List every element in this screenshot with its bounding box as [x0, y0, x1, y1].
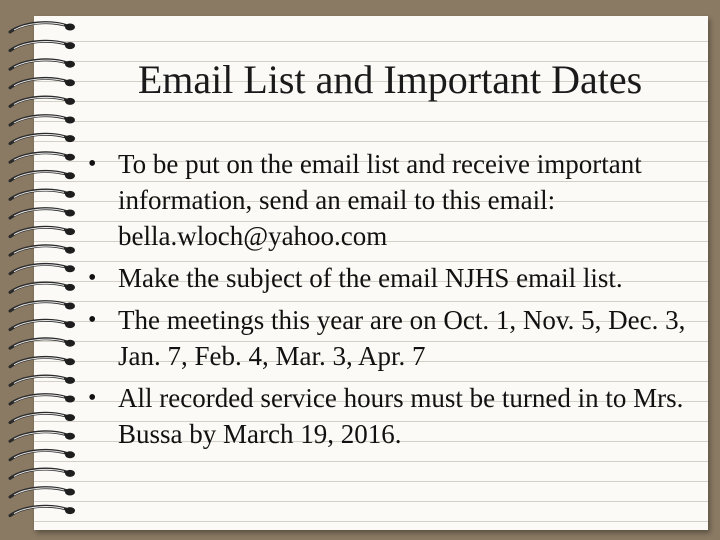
bullet-item — [86, 260, 686, 296]
bullet-list — [86, 146, 686, 458]
spiral-ring — [10, 376, 75, 385]
spiral-ring — [10, 190, 75, 199]
spiral-ring — [10, 134, 75, 143]
spiral-ring — [10, 506, 75, 515]
spiral-ring — [10, 283, 75, 292]
bullet-item — [86, 302, 686, 374]
spiral-ring — [10, 171, 75, 180]
spiral-ring — [10, 488, 75, 497]
spiral-ring — [10, 227, 75, 236]
slide-title: Email List and Important Dates — [137, 57, 643, 102]
spiral-ring — [10, 432, 75, 441]
spiral-ring — [10, 413, 75, 422]
spiral-ring — [10, 302, 75, 311]
bullet-text: The meetings this year are on Oct. 1, Nov. 5, Dec. 3, Jan. 7, Feb. 4, Mar. 3, Apr. 7 — [118, 305, 686, 371]
bullet-item — [86, 146, 686, 254]
bullet-text: Make the subject of the email NJHS email list. — [118, 263, 623, 293]
bullet-item — [86, 380, 686, 452]
bullet-text: All recorded service hours must be turned in to Mrs. Bussa by March 19, 2016. — [118, 383, 684, 449]
spiral-ring — [10, 339, 75, 348]
spiral-ring — [10, 264, 75, 273]
spiral-ring — [10, 41, 75, 50]
bullet-marker: • — [88, 307, 97, 333]
spiral-ring — [10, 246, 75, 255]
spiral-ring — [10, 153, 75, 162]
spiral-ring — [10, 116, 75, 125]
spiral-ring — [10, 23, 75, 32]
spiral-ring — [10, 357, 75, 366]
spiral-ring — [10, 320, 75, 329]
spiral-ring — [10, 395, 75, 404]
spiral-ring — [10, 209, 75, 218]
spiral-ring — [10, 469, 75, 478]
bullet-marker: • — [88, 385, 97, 411]
bullet-marker: • — [88, 265, 97, 291]
bullet-marker: • — [88, 151, 97, 177]
bullet-text: To be put on the email list and receive important information, send an email to this email: bella.wloch@yahoo.com — [118, 149, 642, 251]
spiral-ring — [10, 450, 75, 459]
